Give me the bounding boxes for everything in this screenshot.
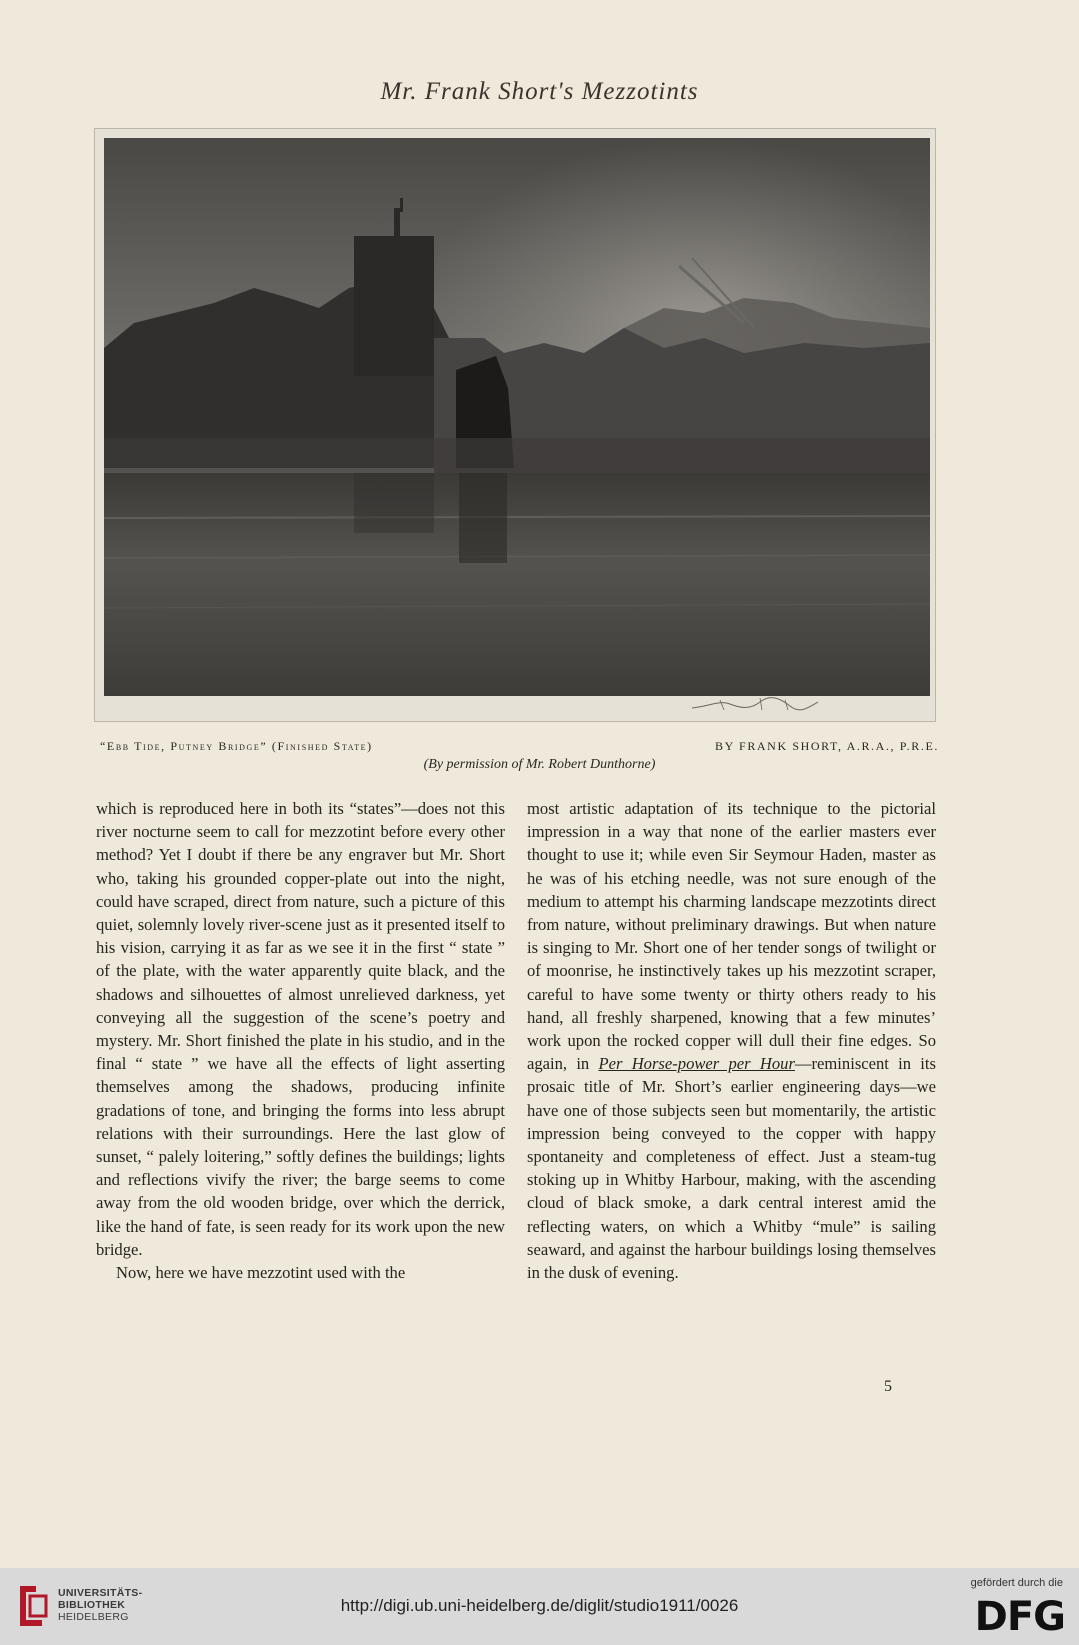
library-name-line: HEIDELBERG [58, 1611, 129, 1623]
paragraph: which is reproduced here in both its “states”—does not this river nocturne seem to call for mezzotint before every other method? Yet I doubt if there be any engraver but Mr. Short who, taking his grounded copper-plate out into the night, could have scraped, direct from nature, such a picture of this quiet, solemnly lovely river-scene just as it presented itself to his vision, carrying it as far as we see it in the first “ state ” of the plate, with the water apparently quite black, and the shadows and silhouettes of almost unrelieved darkness, yet conveying all the suggestion of the scene’s poetry and mystery. Mr. Short finished the plate in his studio, and in the final “ state ” we have all the effects of light asserting themselves among the shadows, producing infinite gradations of tone, and bringing the forms into less abrupt relations with their surroundings. Here the last glow of sunset, “ palely loitering,” softly defines the buildings; lights and reflections vivify the river; the barge seems to come away from the old wooden bridge, over which the derrick, like the hand of fate, is seen ready for its work upon the new bridge. [96, 799, 505, 1259]
library-name-line: BIBLIOTHEK [58, 1599, 126, 1611]
plate-caption-credit: (By permission of Mr. Robert Dunthorne) [423, 757, 656, 772]
mezzotint-illustration [104, 138, 930, 696]
digitization-footer [0, 1568, 1079, 1645]
paragraph [527, 797, 936, 1284]
paragraph-text: —reminiscent in its prosaic title of Mr. Short’s earlier engineering days—we have one of those subjects seen but momentarily, the artistic impression being conveyed to the copper with happy spontaneity and completeness of effect. Just a steam-tug stoking up in Whitby Harbour, making, with the ascending cloud of black smoke, a dark central interest amid the reflecting waters, on which a Whitby “mule” is sailing seaward, and against the harbour buildings losing themselves in the dusk of evening. [527, 1054, 936, 1283]
paragraph-text: most artistic adaptation of its technique to the pictorial impression in a way that none of the earlier masters ever thought to use it; while even Sir Seymour Haden, master as he was of his etching needle, was not sure enough of the medium to attempt his charming landscape mezzotints direct from nature, without preliminary drawings. But when nature is singing to Mr. Short one of her tender songs of twilight or of moonrise, he instinctively takes up his mezzotint scraper, careful to have some twenty or thirty others ready to his hand, all freshly sharpened, knowing that a few minutes’ work upon the rocked copper will dull their fine edges. So again, in [527, 799, 936, 1074]
library-name-line: UNIVERSITÄTS- [58, 1587, 143, 1599]
plate-caption-title: “Ebb Tide, Putney Bridge” (Finished State) [100, 739, 373, 753]
dfg-logo: DFG [974, 1594, 1065, 1640]
permalink-url[interactable]: http://digi.ub.uni-heidelberg.de/diglit/studio1911/0026 [340, 1596, 739, 1615]
artwork-title: Per Horse-power per Hour [598, 1054, 795, 1074]
text-column-right [527, 797, 936, 1284]
funding-label: gefördert durch die [970, 1577, 1063, 1589]
plate-caption-artist: BY FRANK SHORT, A.R.A., P.R.E. [715, 739, 939, 753]
running-title: Mr. Frank Short's Mezzotints [380, 78, 699, 105]
artist-signature [690, 694, 820, 714]
text-column-left [96, 797, 505, 1284]
paragraph: Now, here we have mezzotint used with the [116, 1263, 406, 1283]
page-number: 5 [884, 1378, 892, 1395]
